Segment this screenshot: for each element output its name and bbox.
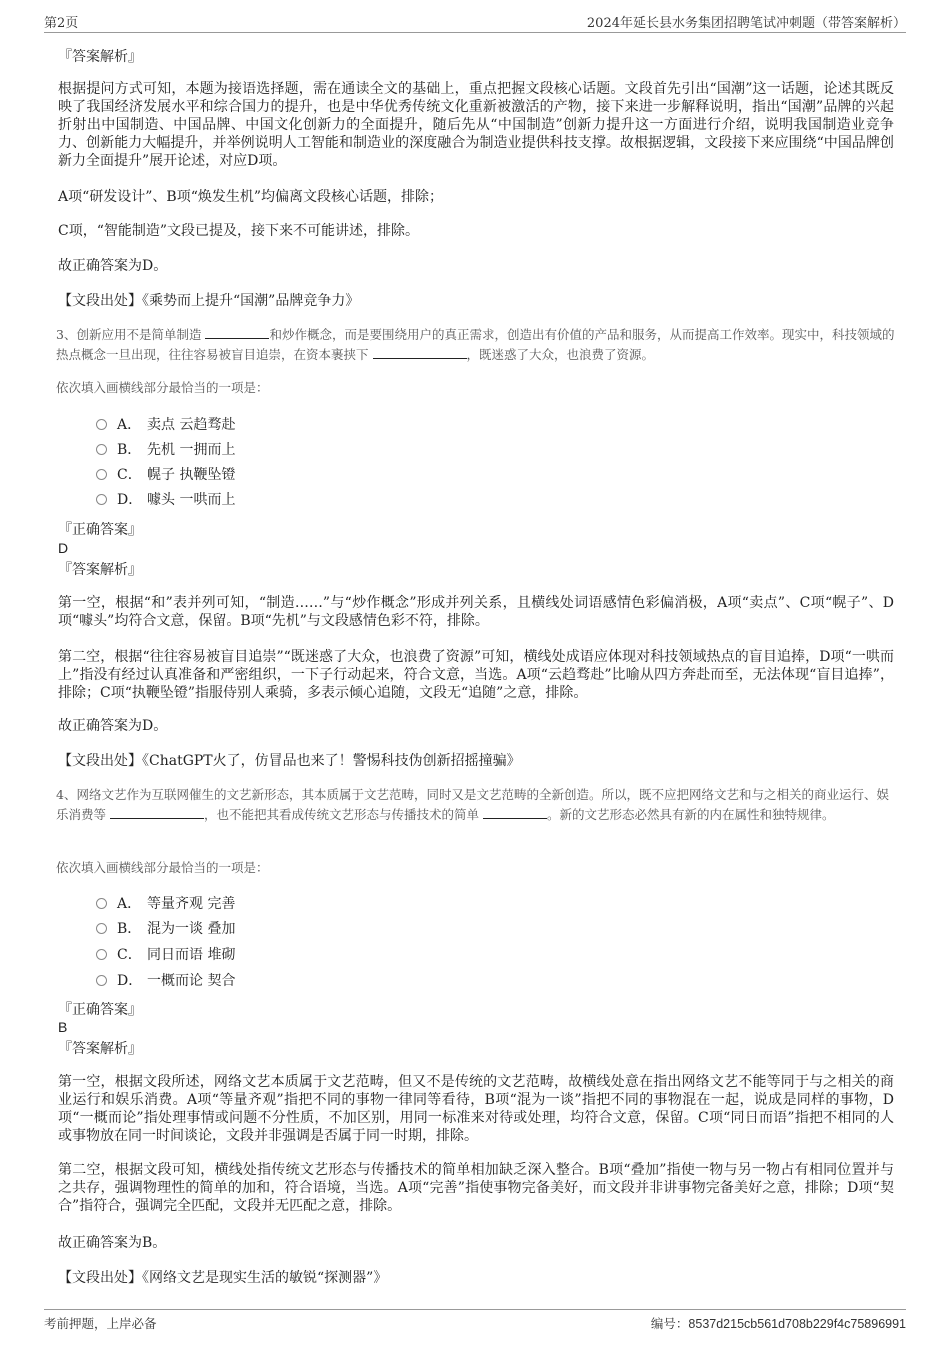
option-d[interactable]: D． 噱头 一哄而上 bbox=[96, 491, 235, 509]
footer-divider bbox=[44, 1309, 906, 1310]
radio-icon[interactable] bbox=[96, 419, 107, 430]
source-citation: 【文段出处】《ChatGPT火了，仿冒品也来了！警惕科技伪创新招摇撞骗》 bbox=[58, 753, 521, 769]
radio-icon[interactable] bbox=[96, 444, 107, 455]
footer-slogan: 考前押题，上岸必备 bbox=[44, 1316, 157, 1331]
option-c[interactable]: C． 同日而语 堆砌 bbox=[96, 946, 235, 964]
correct-answer: B bbox=[58, 1019, 68, 1035]
fill-blank bbox=[373, 345, 467, 359]
radio-icon[interactable] bbox=[96, 494, 107, 505]
option-c[interactable]: C． 幌子 执鞭坠镫 bbox=[96, 466, 235, 484]
analysis-line-a: A项“研发设计”、B项“焕发生机”均偏离文段核心话题，排除； bbox=[58, 189, 444, 205]
analysis-paragraph-1: 第一空，根据“和”表并列可知，“制造……”与“炒作概念”形成并列关系，且横线处词语感情色彩偏消极，A项“卖点”、C项“幌子”、D项“噱头”均符合文意，保留。B项“先机”与文段感情色彩不符，排除。 bbox=[58, 595, 894, 629]
document-title: 2024年延长县水务集团招聘笔试冲刺题（带答案解析） bbox=[586, 16, 906, 31]
question-instruction: 依次填入画横线部分最恰当的一项是： bbox=[56, 380, 269, 395]
source-citation: 【文段出处】《乘势而上提升“国潮”品牌竞争力》 bbox=[58, 293, 360, 309]
correct-answer: D bbox=[58, 540, 69, 556]
option-a[interactable]: A． 卖点 云趋骛赴 bbox=[96, 416, 235, 434]
header-divider bbox=[44, 32, 906, 33]
fill-blank bbox=[110, 805, 204, 819]
final-answer: 故正确答案为D。 bbox=[58, 258, 168, 274]
correct-answer-label: 『正确答案』 bbox=[58, 522, 142, 538]
analysis-label: 『答案解析』 bbox=[58, 49, 142, 65]
fill-blank bbox=[483, 805, 547, 819]
analysis-line-c: C项，“智能制造”文段已提及，接下来不可能讲述，排除。 bbox=[58, 223, 420, 239]
analysis-paragraph-1: 第一空，根据文段所述，网络文艺本质属于文艺范畴，但又不是传统的文艺范畴，故横线处意在指出网络文艺不能等同于与之相关的商业运行和娱乐消费。A项“等量齐观”指把不同的事物一律同等看待，B项“混为一谈”指把不同的事物混在一起，说成是同样的事物，D项“一概而论”指处理事情或问题不分性质，不加区别，用同一标准来对待或处理，均符合文意，保留。C项“同日而语”指把不相同的人或事物放在同一时间谈论，文段并非强调是否属于同一时期，排除。 bbox=[58, 1074, 894, 1144]
question-4-stem: 4、网络文艺作为互联网催生的文艺新形态，其本质属于文艺范畴，同时又是文艺范畴的全新创造。所以，既不应把网络文艺和与之相关的商业运行、娱乐消费等 ，也不能把其看成传统文艺形态与传播技术的简单 。新的文艺形态必然具有新的内在属性和独特规律。 bbox=[56, 787, 889, 822]
question-instruction: 依次填入画横线部分最恰当的一项是： bbox=[56, 860, 269, 875]
radio-icon[interactable] bbox=[96, 469, 107, 480]
option-a[interactable]: A． 等量齐观 完善 bbox=[96, 895, 235, 913]
document-code: 编号：8537d215cb561d708b229f4c75896991 bbox=[650, 1316, 906, 1331]
correct-answer-label: 『正确答案』 bbox=[58, 1002, 142, 1018]
radio-icon[interactable] bbox=[96, 898, 107, 909]
page-header bbox=[44, 12, 906, 32]
question-number: 3、 bbox=[56, 327, 77, 342]
fill-blank bbox=[205, 325, 269, 339]
radio-icon[interactable] bbox=[96, 975, 107, 986]
analysis-label: 『答案解析』 bbox=[58, 1041, 142, 1057]
option-b[interactable]: B． 先机 一拥而上 bbox=[96, 441, 235, 459]
question-number: 4、 bbox=[56, 787, 77, 802]
analysis-paragraph-2: 第二空，根据“往往容易被盲目追崇”“既迷惑了大众，也浪费了资源”可知，横线处成语应体现对科技领域热点的盲目追捧，D项“一哄而上”指没有经过认真准备和严密组织，一下子行动起来，符合文意，当选。A项“云趋骛赴”比喻从四方奔赴而至，无法体现“盲目追捧”，排除；C项“执鞭坠镫”指服侍别人乘骑，多表示倾心追随，文段无“追随”之意，排除。 bbox=[58, 649, 894, 701]
final-answer: 故正确答案为B。 bbox=[58, 1235, 167, 1251]
source-citation: 【文段出处】《网络文艺是现实生活的敏锐“探测器”》 bbox=[58, 1270, 388, 1286]
analysis-label: 『答案解析』 bbox=[58, 562, 142, 578]
analysis-paragraph-2: 第二空，根据文段可知，横线处指传统文艺形态与传播技术的简单相加缺乏深入整合。B项“叠加”指使一物与另一物占有相同位置并与之共存，强调物理性的简单的加和，符合语境，当选。A项“完善”指使事物完备美好，而文段并非讲事物完备美好之意，排除；D项“契合”指符合，强调完全匹配，文段并无匹配之意，排除。 bbox=[58, 1162, 894, 1214]
radio-icon[interactable] bbox=[96, 949, 107, 960]
option-d[interactable]: D． 一概而论 契合 bbox=[96, 972, 235, 990]
radio-icon[interactable] bbox=[96, 923, 107, 934]
analysis-paragraph: 根据提问方式可知，本题为接语选择题，需在通读全文的基础上，重点把握文段核心话题。文段首先引出“国潮”这一话题，论述其既反映了我国经济发展水平和综合国力的提升，也是中华优秀传统文化重新被激活的产物，接下来进一步解释说明，指出“国潮”品牌的兴起折射出中国制造、中国品牌、中国文化创新力的全面提升，随后先从“中国制造”创新力提升这一方面进行介绍，说明我国制造业竞争力、创新能力大幅提升，并举例说明人工智能和制造业的深度融合为制造业提供科技支撑。故根据逻辑，文段接下来应围绕“中国品牌创新力全面提升”展开论述，对应D项。 bbox=[58, 81, 894, 169]
question-3-stem: 3、创新应用不是简单制造 和炒作概念，而是要围绕用户的真正需求，创造出有价值的产品和服务，从而提高工作效率。现实中，科技领域的热点概念一旦出现，往往容易被盲目追崇，在资本裹挟下 ，既迷惑了大众，也浪费了资源。 bbox=[56, 327, 895, 362]
page-footer bbox=[44, 1314, 906, 1334]
final-answer: 故正确答案为D。 bbox=[58, 718, 168, 734]
page-number: 第2页 bbox=[44, 16, 79, 31]
option-b[interactable]: B． 混为一谈 叠加 bbox=[96, 920, 235, 938]
